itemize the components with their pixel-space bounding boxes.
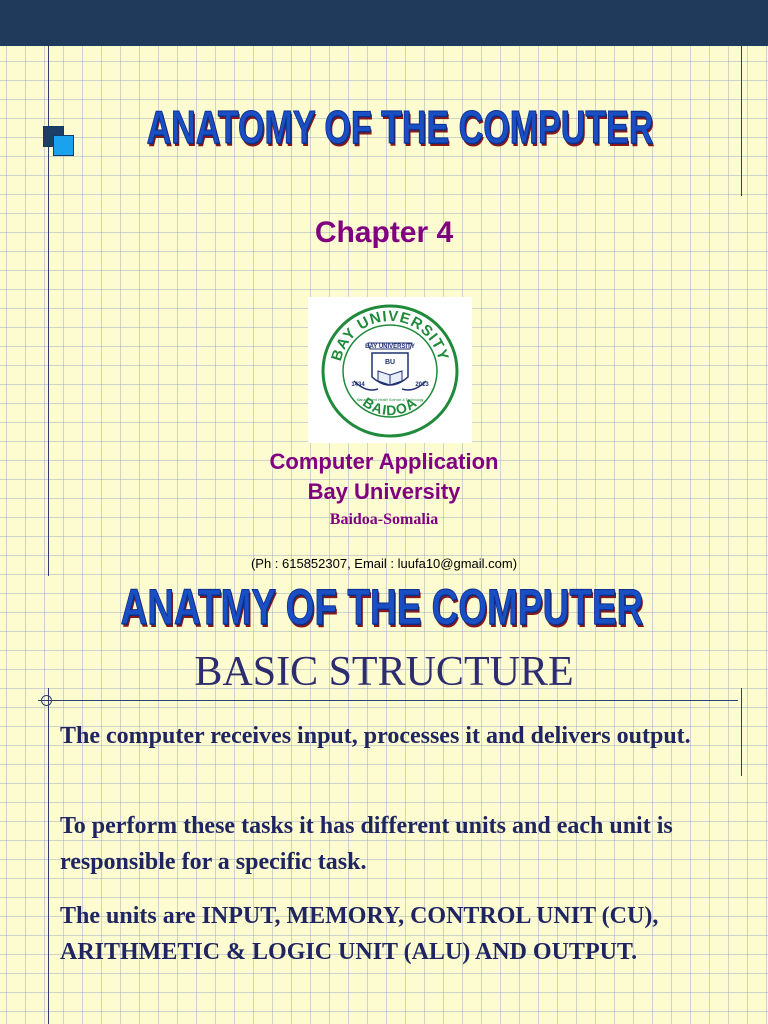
right-rule [741, 46, 742, 196]
seal-shield-text: BU [384, 359, 396, 366]
seal-tagline: Management Health Science & Technology [356, 398, 424, 402]
left-rule [48, 688, 49, 1024]
university-seal-icon [308, 297, 472, 443]
seal-ring-top: BAY UNIVERSITY [328, 307, 452, 363]
decorative-squares-icon [40, 120, 74, 154]
slide-title: ANATMY OF THE COMPUTER [120, 579, 644, 635]
paragraph: The units are INPUT, MEMORY, CONTROL UNIT (CU), ARITHMETIC & LOGIC UNIT (ALU) AND OUTPUT. [60, 903, 659, 965]
right-rule [741, 688, 742, 776]
rule-circle-icon [41, 695, 52, 706]
slide-title: ANATOMY OF THE COMPUTER [146, 101, 654, 153]
seal-ring-bottom: BAIDOA [360, 393, 420, 419]
location: Baidoa-Somalia [329, 511, 439, 528]
top-bar [0, 0, 768, 46]
course-name: Computer Application [269, 449, 499, 474]
paragraph: To perform these tasks it has different units and each unit is responsible for a specific task. [60, 813, 673, 875]
university-name: Bay University [307, 479, 461, 504]
chapter-label: Chapter 4 [314, 216, 454, 249]
contact-info: (Ph : 615852307, Email : luufa10@gmail.com) [250, 556, 518, 571]
seal-banner: BAY UNIVERSITY [365, 344, 415, 350]
seal-year-right: 2013 [415, 382, 429, 388]
content-slide [0, 578, 768, 1024]
seal-year-left: 1434 [351, 382, 365, 388]
university-logo [308, 297, 472, 443]
paragraph: The computer receives input, processes it and delivers output. [60, 723, 691, 749]
section-heading: BASIC STRUCTURE [194, 649, 574, 695]
heading-rule [38, 700, 738, 701]
